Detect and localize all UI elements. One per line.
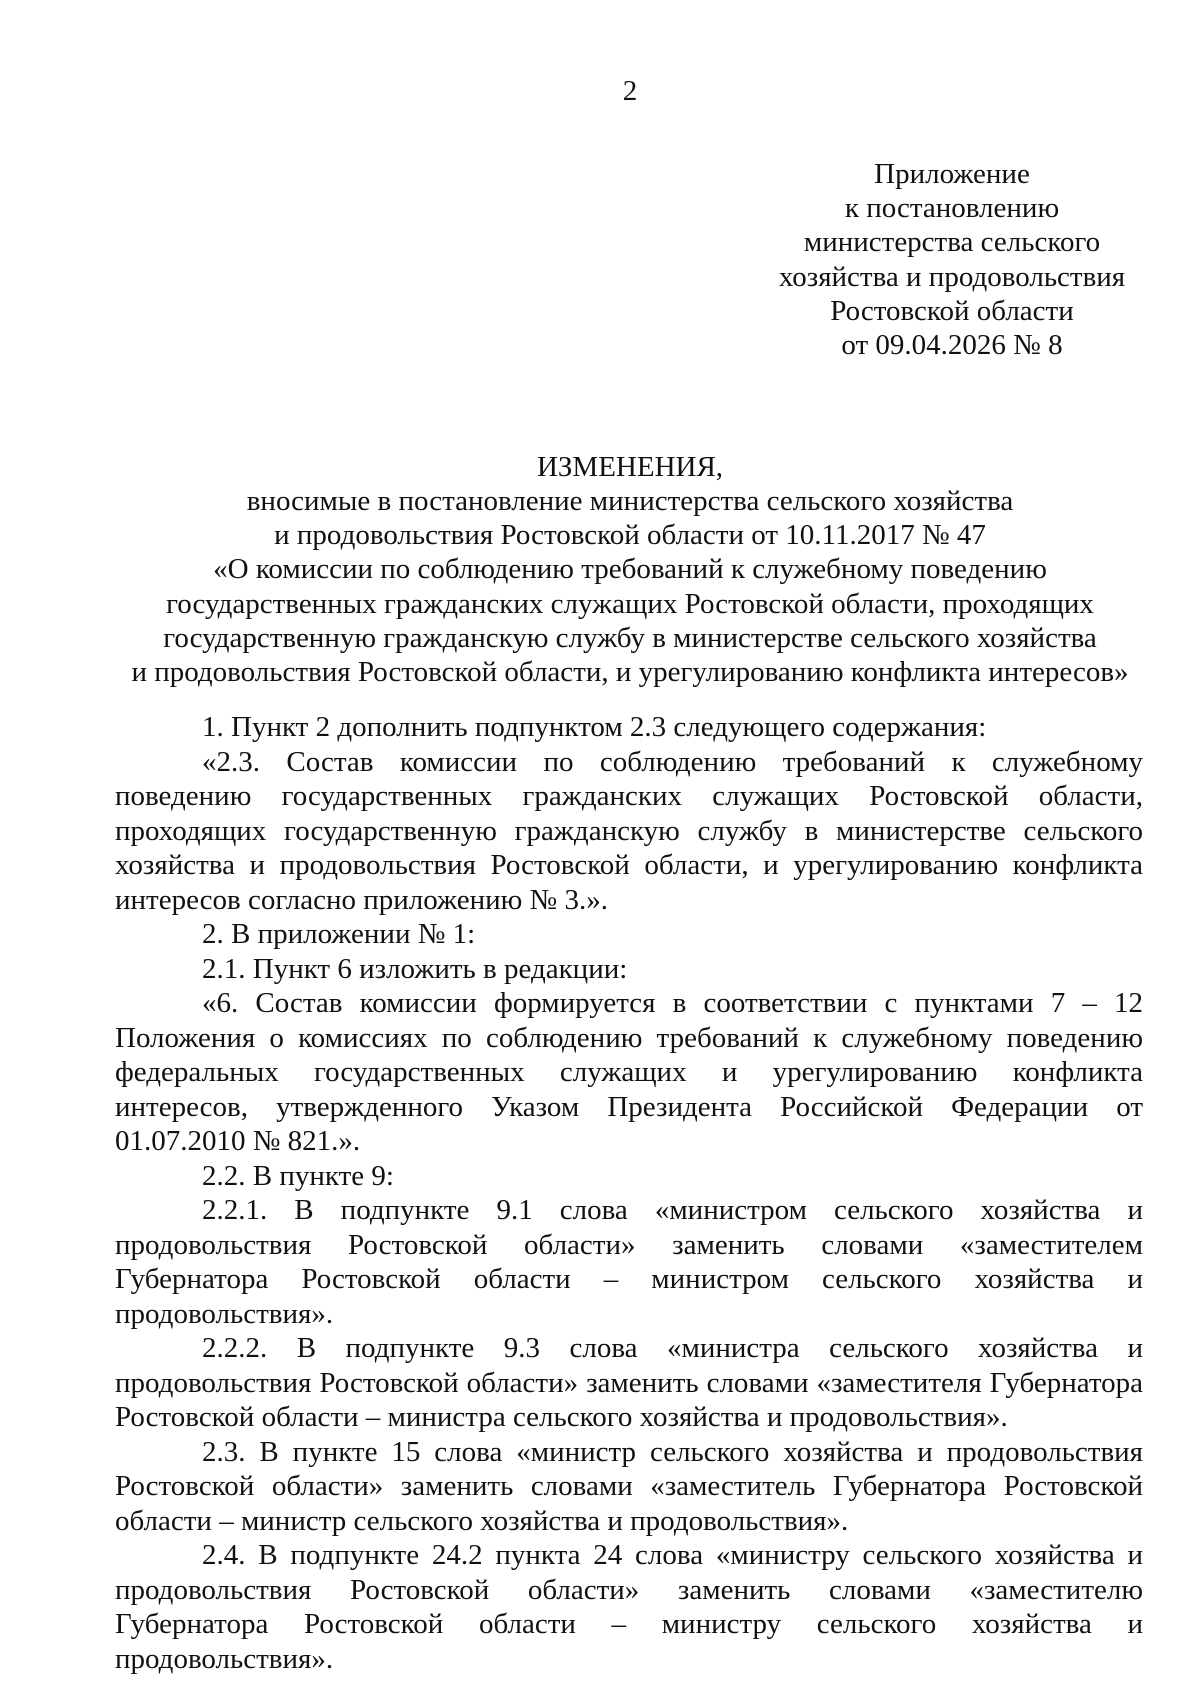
- paragraph-2-2-2: 2.2.2. В подпункте 9.3 слова «министра сельского хозяйства и продовольствия Ростовской области» заменить словами «заместителя Губернатора Ростовской области – министра сельского хозяйства и продовольствия».: [115, 1332, 1143, 1433]
- paragraph-2: 2. В приложении № 1:: [202, 918, 476, 950]
- appendix-line: к постановлению: [844, 192, 1060, 225]
- page-number: 2: [622, 75, 638, 107]
- title-heading: ИЗМЕНЕНИЯ,: [536, 451, 724, 483]
- paragraph-2-3: «2.3. Состав комиссии по соблюдению требований к служебному поведению государственных гражданских служащих Ростовской области, проходящих государственную гражданскую службу в министерстве сельского хозяйства и продовольствия Ростовской области, и урегулированию конфликта интересов согласно приложению № 3.».: [115, 745, 1143, 916]
- paragraph-2-2-1: 2.2.1. В подпункте 9.1 слова «министром сельского хозяйства и продовольствия Ростовской области» заменить словами «заместителем Губернатора Ростовской области – министром сельского хозяйства и продовольствия».: [115, 1194, 1143, 1330]
- appendix-line: Приложение: [874, 158, 1030, 190]
- title-line: государственных гражданских служащих Ростовской области, проходящих: [166, 587, 1094, 620]
- title-line: и продовольствия Ростовской области, и урегулированию конфликта интересов»: [131, 656, 1129, 689]
- appendix-line: хозяйства и продовольствия: [778, 260, 1126, 293]
- appendix-line: Ростовской области: [830, 294, 1074, 327]
- paragraph-2-1: 2.1. Пункт 6 изложить в редакции:: [202, 952, 628, 985]
- title-line: и продовольствия Ростовской области от 10.11.2017 № 47: [274, 519, 986, 552]
- paragraph-2-3-amend: 2.3. В пункте 15 слова «министр сельского хозяйства и продовольствия Ростовской области» заменить словами «заместитель Губернатора Ростовской области – министр сельского хозяйства и продовольствия».: [115, 1435, 1143, 1537]
- appendix-line: министерства сельского: [803, 226, 1101, 259]
- title-line: «О комиссии по соблюдению требований к служебному поведению: [213, 553, 1047, 586]
- appendix-line: от 09.04.2026 № 8: [841, 329, 1063, 362]
- title-line: государственную гражданскую службу в министерстве сельского хозяйства: [163, 621, 1097, 654]
- paragraph-1: 1. Пункт 2 дополнить подпунктом 2.3 следующего содержания:: [202, 711, 987, 743]
- document-title: [110, 450, 1150, 689]
- document-body: [115, 710, 1143, 1676]
- paragraph-2-2: 2.2. В пункте 9:: [202, 1159, 394, 1192]
- paragraph-6: «6. Состав комиссии формируется в соответствии с пунктами 7 – 12 Положения о комиссиях по соблюдению требований к служебному поведению федеральных государственных служащих и урегулированию конфликта интересов, утвержденного Указом Президента Российской Федерации от 01.07.2010 № 821.».: [115, 987, 1143, 1157]
- appendix-block: [762, 157, 1142, 362]
- paragraph-2-4: 2.4. В подпункте 24.2 пункта 24 слова «министру сельского хозяйства и продовольствия Ростовской области» заменить словами «заместителю Губернатора Ростовской области – министру сельского хозяйства и продовольствия».: [115, 1539, 1143, 1675]
- title-line: вносимые в постановление министерства сельского хозяйства: [246, 485, 1014, 517]
